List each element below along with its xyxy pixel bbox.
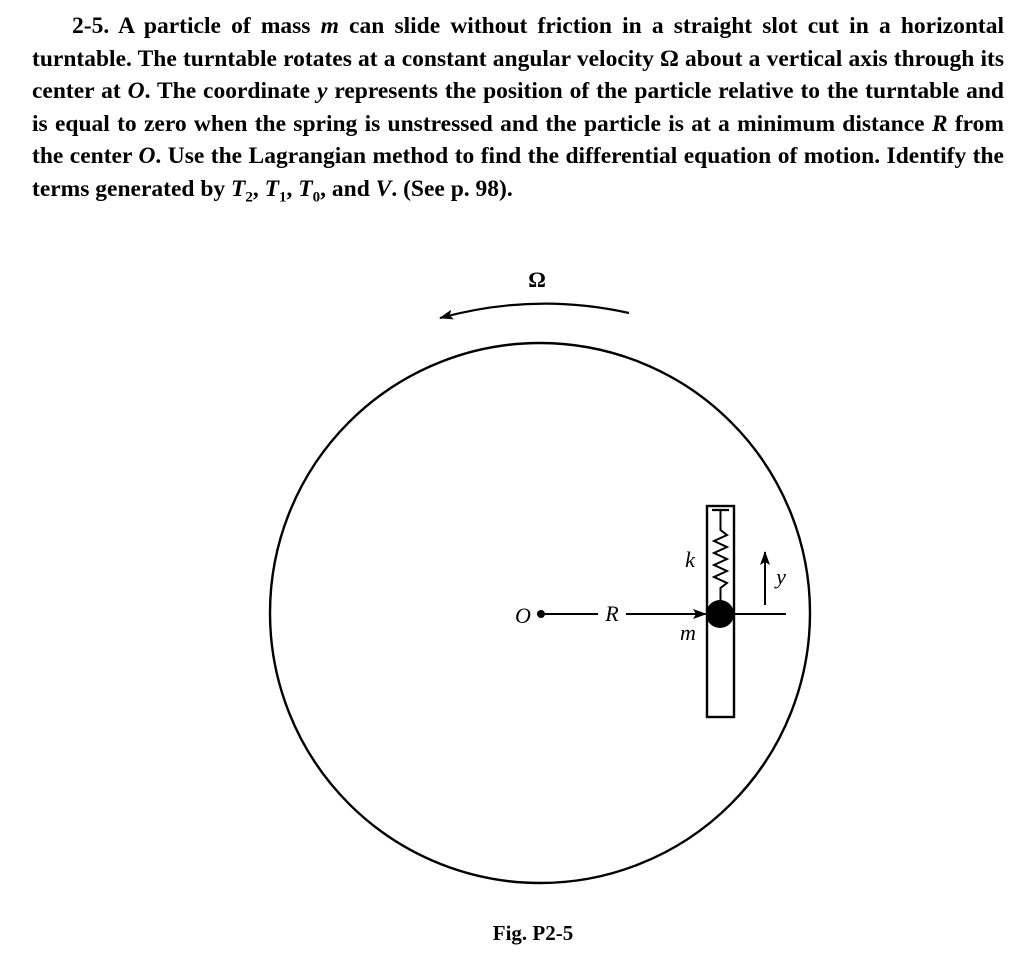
problem-text: A particle of mass: [109, 13, 321, 39]
omega-label: Ω: [528, 267, 546, 292]
subscript: 0: [312, 189, 321, 206]
subscript: 2: [245, 189, 253, 206]
problem-number: 2-5.: [72, 13, 110, 39]
symbol-t: T: [231, 175, 246, 202]
symbol-v: V: [375, 175, 392, 202]
problem-text: can slide without friction in a straight slot cut in a horizontal turntable. The turntable rotates at a constant angular velocity: [32, 13, 1004, 72]
symbol-o: O: [127, 78, 145, 105]
symbol-r: R: [931, 110, 948, 137]
problem-text: ,: [252, 175, 265, 202]
symbol-o: O: [138, 143, 156, 170]
symbol-t: T: [264, 175, 280, 202]
symbol-t: T: [298, 175, 313, 202]
subscript: 1: [279, 189, 287, 206]
symbol-y: y: [317, 78, 328, 105]
center-label: O: [515, 603, 531, 628]
symbol-m: m: [320, 13, 339, 39]
problem-text: from the center: [32, 110, 1004, 170]
rotation-arrow: [440, 304, 629, 318]
particle-mass: [706, 600, 734, 628]
symbol-omega: Ω: [660, 45, 679, 72]
spring: [714, 510, 727, 602]
problem-text: about a vertical axis through its center at: [32, 45, 1005, 105]
problem-text: , and: [320, 175, 376, 202]
problem-text: ,: [286, 175, 299, 202]
figure-caption: Fig. P2-5: [492, 921, 574, 945]
mass-label: m: [680, 620, 696, 645]
y-label: y: [776, 564, 786, 589]
problem-text: represents the position of the particle relative to the turntable and is equal to zero when the spring is unstressed and the particle is at a minimum distance: [32, 78, 1004, 137]
radius-label: R: [605, 601, 619, 626]
center-point: [537, 610, 545, 618]
problem-text: . The coordinate: [144, 78, 317, 105]
problem-text: . (See p. 98).: [391, 175, 513, 202]
spring-label: k: [685, 547, 695, 572]
problem-text: . Use the Lagrangian method to find the differential equation of motion. Identify the terms generated by: [32, 143, 1004, 202]
